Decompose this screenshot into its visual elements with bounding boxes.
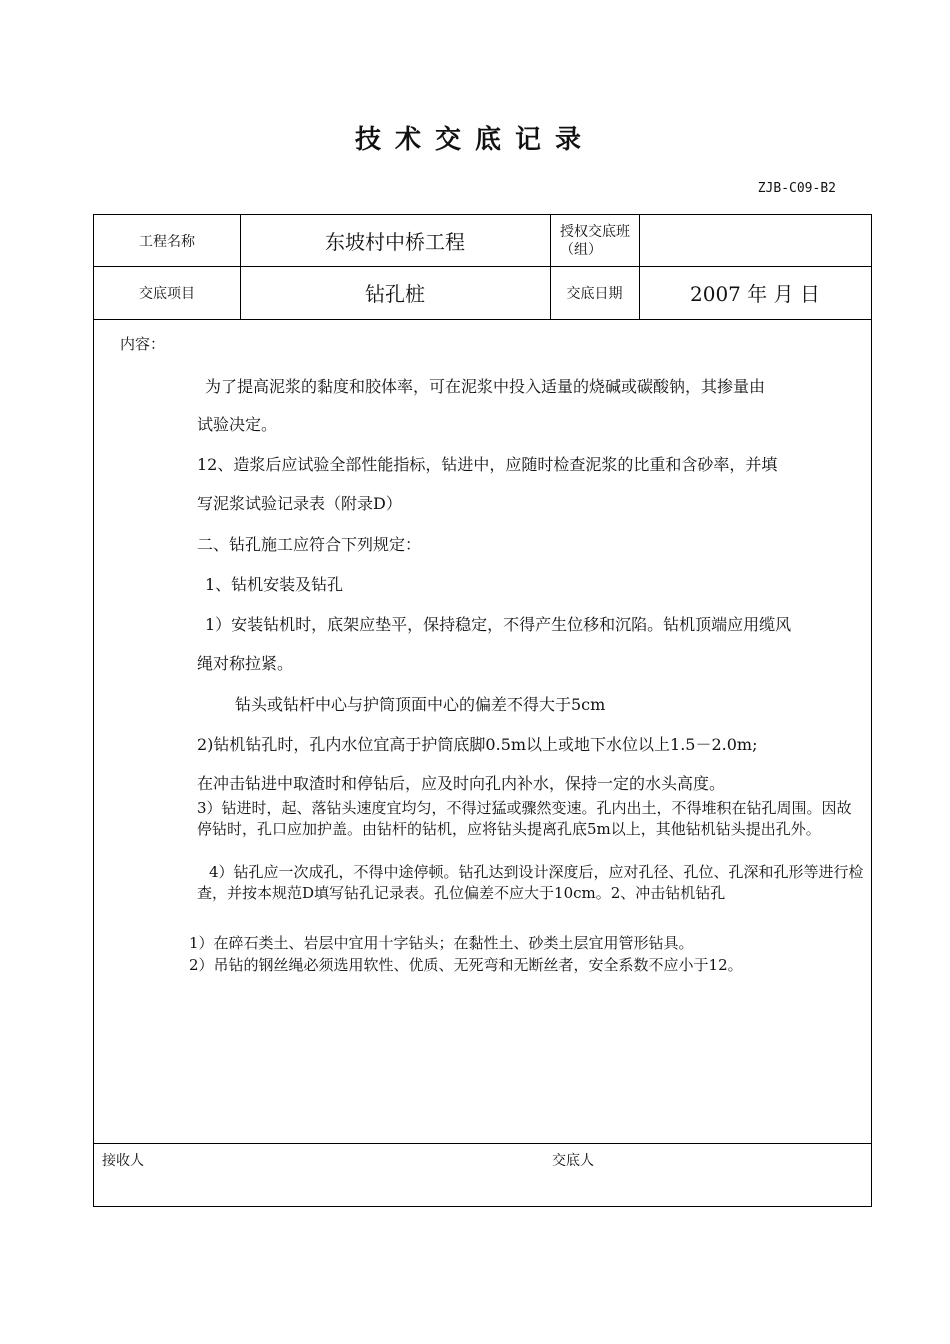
paragraph-line: 在冲击钻进中取渣时和停钻后，应及时向孔内补水，保持一定的水头高度。 bbox=[197, 774, 726, 793]
paragraph: 3）钻进时，起、落钻头速度宜均匀，不得过猛或骤然变速。孔内出土，不得堆积在钻孔周围。因故停钻时，孔口应加护盖。由钻杆的钻机，应将钻头提离孔底5m以上，其他钻机钻头提出孔外。 bbox=[197, 799, 852, 838]
paragraph-line: 绳对称拉紧。 bbox=[197, 654, 294, 673]
paragraph: 4）钻孔应一次成孔，不得中途停顿。钻孔达到设计深度后，应对孔径、孔位、孔深和孔形等进行检查，并按本规范D填写钻孔记录表。孔位偏差不应大于10cm。2、冲击钻机钻孔 bbox=[197, 863, 864, 902]
team-value bbox=[639, 215, 871, 266]
paragraph-line: 二、钻孔施工应符合下列规定： bbox=[197, 535, 422, 554]
item-label: 交底项目 bbox=[139, 285, 195, 302]
form-code: ZJB-C09-B2 bbox=[757, 181, 836, 196]
item-value: 钻孔桩 bbox=[365, 282, 425, 306]
paragraph-line: 写泥浆试验记录表（附录D） bbox=[197, 494, 402, 513]
paragraph-line: 为了提高泥浆的黏度和胶体率，可在泥浆中投入适量的烧碱或碳酸钠，其掺量由 bbox=[205, 377, 766, 396]
paragraph-line: 2)钻机钻孔时，孔内水位宜高于护筒底脚0.5m以上或地下水位以上1.5－2.0m; bbox=[197, 735, 758, 754]
document-title: 技术交底记录 bbox=[354, 125, 595, 155]
paragraph-line: 12、造浆后应试验全部性能指标，钻进中，应随时检查泥浆的比重和含砂率，并填 bbox=[197, 455, 778, 474]
content-heading: 内容： bbox=[120, 335, 166, 353]
project-name-value: 东坡村中桥工程 bbox=[325, 230, 465, 254]
paragraph-line: 1）安装钻机时，底架应垫平，保持稳定，不得产生位移和沉陷。钻机顶端应用缆风 bbox=[205, 615, 792, 634]
date-value: 2007 年 月 日 bbox=[690, 282, 820, 306]
team-label: 授权交底班（组） bbox=[560, 223, 630, 258]
paragraph: 2）吊钻的钢丝绳必须选用软性、优质、无死弯和无断丝者，安全系数不应小于12。 bbox=[189, 956, 743, 974]
date-label: 交底日期 bbox=[566, 285, 623, 302]
project-name-label: 工程名称 bbox=[139, 233, 195, 250]
receiver-label: 接收人 bbox=[102, 1153, 144, 1169]
discloser-label: 交底人 bbox=[552, 1153, 594, 1169]
row-divider bbox=[94, 1143, 871, 1144]
paragraph-line: 1、钻机安装及钻孔 bbox=[205, 575, 344, 594]
paragraph: 1）在碎石类土、岩层中宜用十字钻头；在黏性土、砂类土层宜用管形钻具。 bbox=[189, 934, 694, 952]
row-divider bbox=[94, 319, 871, 320]
paragraph-line: 钻头或钻杆中心与护筒顶面中心的偏差不得大于5cm bbox=[235, 695, 606, 714]
record-table bbox=[93, 214, 872, 1207]
paragraph-line: 试验决定。 bbox=[197, 415, 278, 434]
